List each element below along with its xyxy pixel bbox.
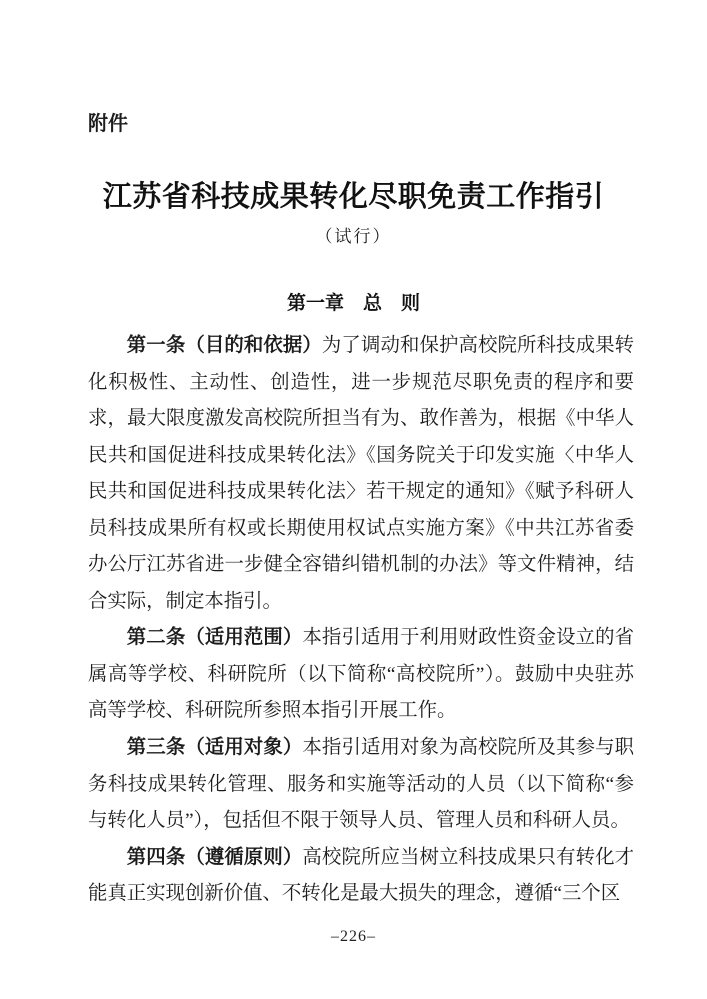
chapter-heading: 第一章 总 则	[286, 293, 420, 314]
article-2-lead: 第二条（适用范围）	[126, 627, 303, 649]
document-subtitle: （试行）	[315, 227, 392, 246]
article-2-text: 本指引适用于利用财政性资金设立的省属高等学校、科研院所（以下简称“高校院所”）。鼓励中央驻苏高等学校、科研院所参照本指引开展工作。	[88, 627, 635, 722]
attachment-label: 附件	[88, 113, 128, 135]
article-3-lead: 第三条（适用对象）	[126, 737, 303, 759]
page-number: –226–	[331, 928, 376, 945]
article-1-text: 为了调动和保护高校院所科技成果转化积极性、主动性、创造性，进一步规范尽职免责的程序和要求，最大限度激发高校院所担当有为、敢作善为，根据《中华人民共和国促进科技成果转化法》《国务院关于印发实施〈中华人民共和国促进科技成果转化法〉若干规定的通知》《赋予科研人员科技成果所有权或长期使用权试点实施方案》《中共江苏省委办公厅江苏省进一步健全容错纠错机制的办法》等文件精神，结合实际，制定本指引。	[88, 335, 634, 612]
article-4-lead: 第四条（遵循原则）	[126, 846, 303, 868]
paragraph-article-1	[88, 328, 634, 620]
paragraph-article-3	[88, 730, 634, 840]
document-title: 江苏省科技成果转化尽职免责工作指引	[102, 181, 605, 213]
paragraph-article-4	[88, 840, 634, 913]
article-4-text: 高校院所应当树立科技成果只有转化才能真正实现创新价值、不转化是最大损失的理念，遵循“三个区	[88, 846, 635, 905]
paragraph-article-2	[88, 620, 634, 730]
article-3-text: 本指引适用对象为高校院所及其参与职务科技成果转化管理、服务和实施等活动的人员（以下简称“参与转化人员”），包括但不限于领导人员、管理人员和科研人员。	[88, 737, 635, 832]
article-1-lead: 第一条（目的和依据）	[126, 335, 322, 356]
document-body	[88, 328, 634, 913]
